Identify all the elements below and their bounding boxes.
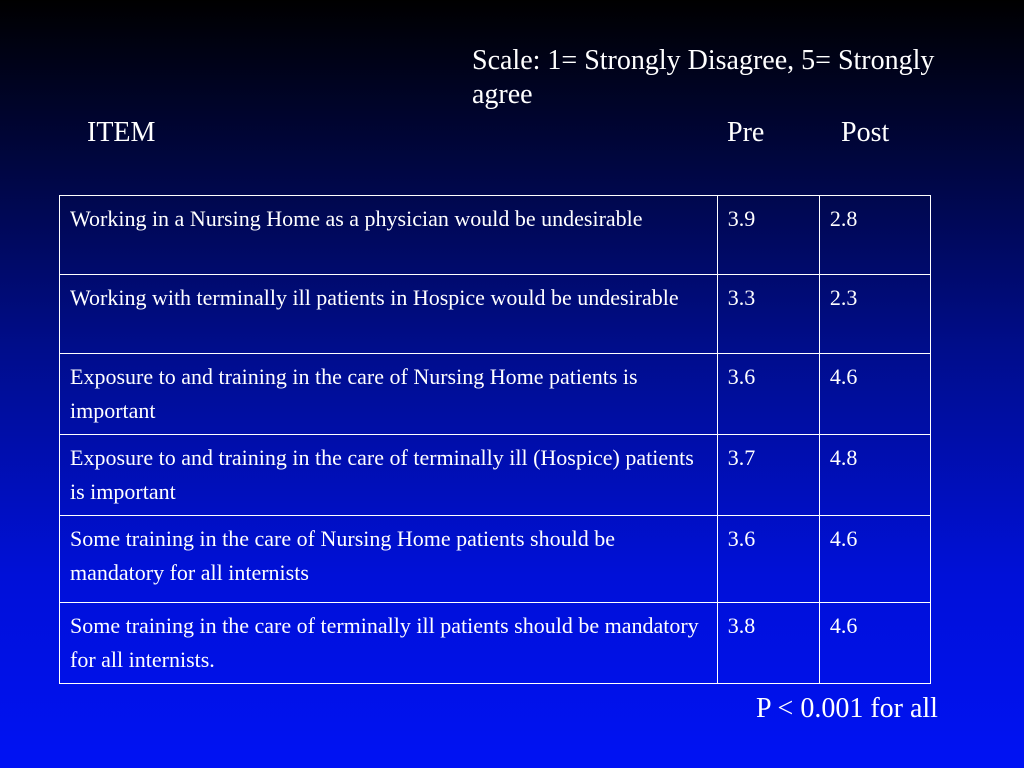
pre-score-cell: 3.6 <box>717 516 819 603</box>
post-score-cell: 4.8 <box>819 435 930 516</box>
scale-note: Scale: 1= Strongly Disagree, 5= Strongly agree <box>472 45 935 110</box>
survey-results-table <box>59 195 931 684</box>
item-cell: Exposure to and training in the care of terminally ill (Hospice) patients is important <box>60 435 718 516</box>
item-cell: Some training in the care of terminally ill patients should be mandatory for all internists. <box>60 603 718 684</box>
post-score-cell: 4.6 <box>819 354 930 435</box>
post-score-cell: 4.6 <box>819 603 930 684</box>
pre-score-cell: 3.6 <box>717 354 819 435</box>
significance-footnote: P < 0.001 for all <box>756 693 938 724</box>
table-row <box>60 196 931 275</box>
pre-column-header: Pre <box>727 117 765 148</box>
post-score-cell: 2.3 <box>819 275 930 354</box>
post-score-cell: 4.6 <box>819 516 930 603</box>
table-row <box>60 516 931 603</box>
table-row <box>60 354 931 435</box>
pre-score-cell: 3.8 <box>717 603 819 684</box>
table-row <box>60 435 931 516</box>
item-cell: Some training in the care of Nursing Home patients should be mandatory for all internists <box>60 516 718 603</box>
table-row <box>60 603 931 684</box>
item-cell: Working in a Nursing Home as a physician would be undesirable <box>60 196 718 275</box>
item-column-header: ITEM <box>87 117 156 148</box>
item-cell: Exposure to and training in the care of Nursing Home patients is important <box>60 354 718 435</box>
pre-score-cell: 3.9 <box>717 196 819 275</box>
post-score-cell: 2.8 <box>819 196 930 275</box>
table-row <box>60 275 931 354</box>
item-cell: Working with terminally ill patients in Hospice would be undesirable <box>60 275 718 354</box>
pre-score-cell: 3.3 <box>717 275 819 354</box>
post-column-header: Post <box>841 117 890 148</box>
pre-score-cell: 3.7 <box>717 435 819 516</box>
